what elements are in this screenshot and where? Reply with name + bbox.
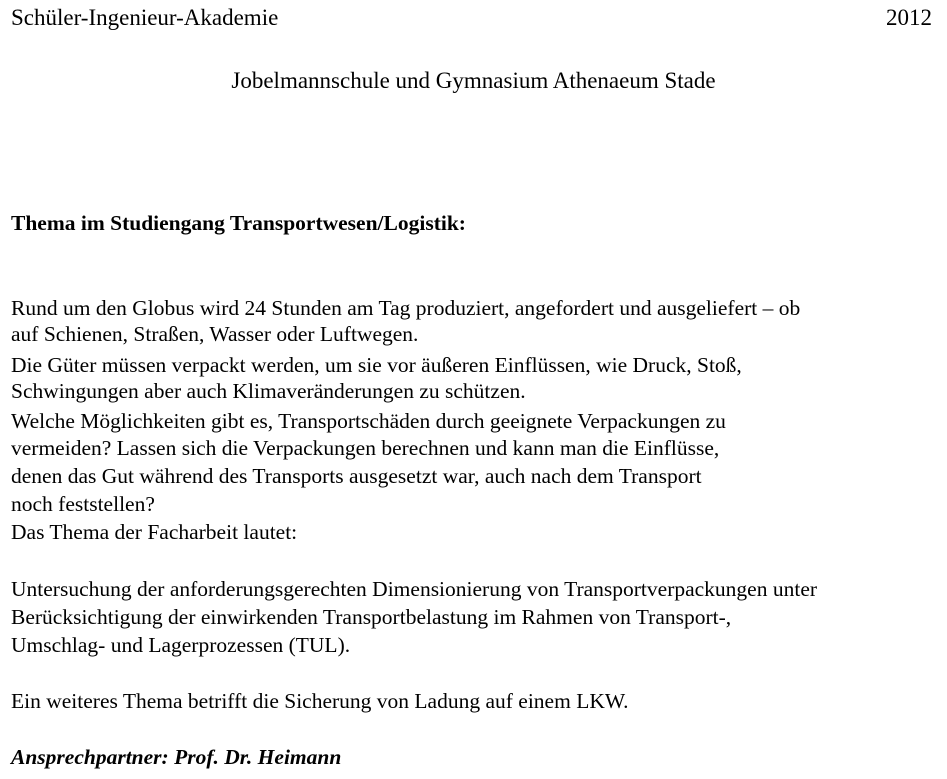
thesis-line: Berücksichtigung der einwirkenden Transportbelastung im Rahmen von Transport-, [11,605,732,629]
thesis-line: Umschlag- und Lagerprozessen (TUL). [11,633,351,657]
thesis-line: Untersuchung der anforderungsgerechten Dimensionierung von Transportverpackungen unter [11,577,818,601]
intro-line: Rund um den Globus wird 24 Stunden am Tag produziert, angefordert und ausgeliefert – ob [11,296,801,320]
header-program-title: Schüler-Ingenieur-Akademie [11,5,279,30]
intro-line: noch feststellen? [11,492,155,516]
intro-line: Schwingungen aber auch Klimaveränderungen zu schützen. [11,379,526,403]
further-topic: Ein weiteres Thema betrifft die Sicherung von Ladung auf einem LKW. [11,689,629,713]
intro-line: Welche Möglichkeiten gibt es, Transportschäden durch geeignete Verpackungen zu [11,409,726,433]
contact-person: Ansprechpartner: Prof. Dr. Heimann [11,745,342,769]
intro-line: Das Thema der Facharbeit lautet: [11,520,298,544]
intro-line: Die Güter müssen verpackt werden, um sie vor äußeren Einflüssen, wie Druck, Stoß, [11,353,742,377]
intro-line: vermeiden? Lassen sich die Verpackungen berechnen und kann man die Einflüsse, [11,436,720,460]
intro-line: denen das Gut während des Transports ausgesetzt war, auch nach dem Transport [11,464,702,488]
topic-heading: Thema im Studiengang Transportwesen/Logistik: [11,211,466,235]
school-name: Jobelmannschule und Gymnasium Athenaeum Stade [231,68,716,93]
header-year: 2012 [886,5,932,30]
intro-line: auf Schienen, Straßen, Wasser oder Luftwegen. [11,322,419,346]
